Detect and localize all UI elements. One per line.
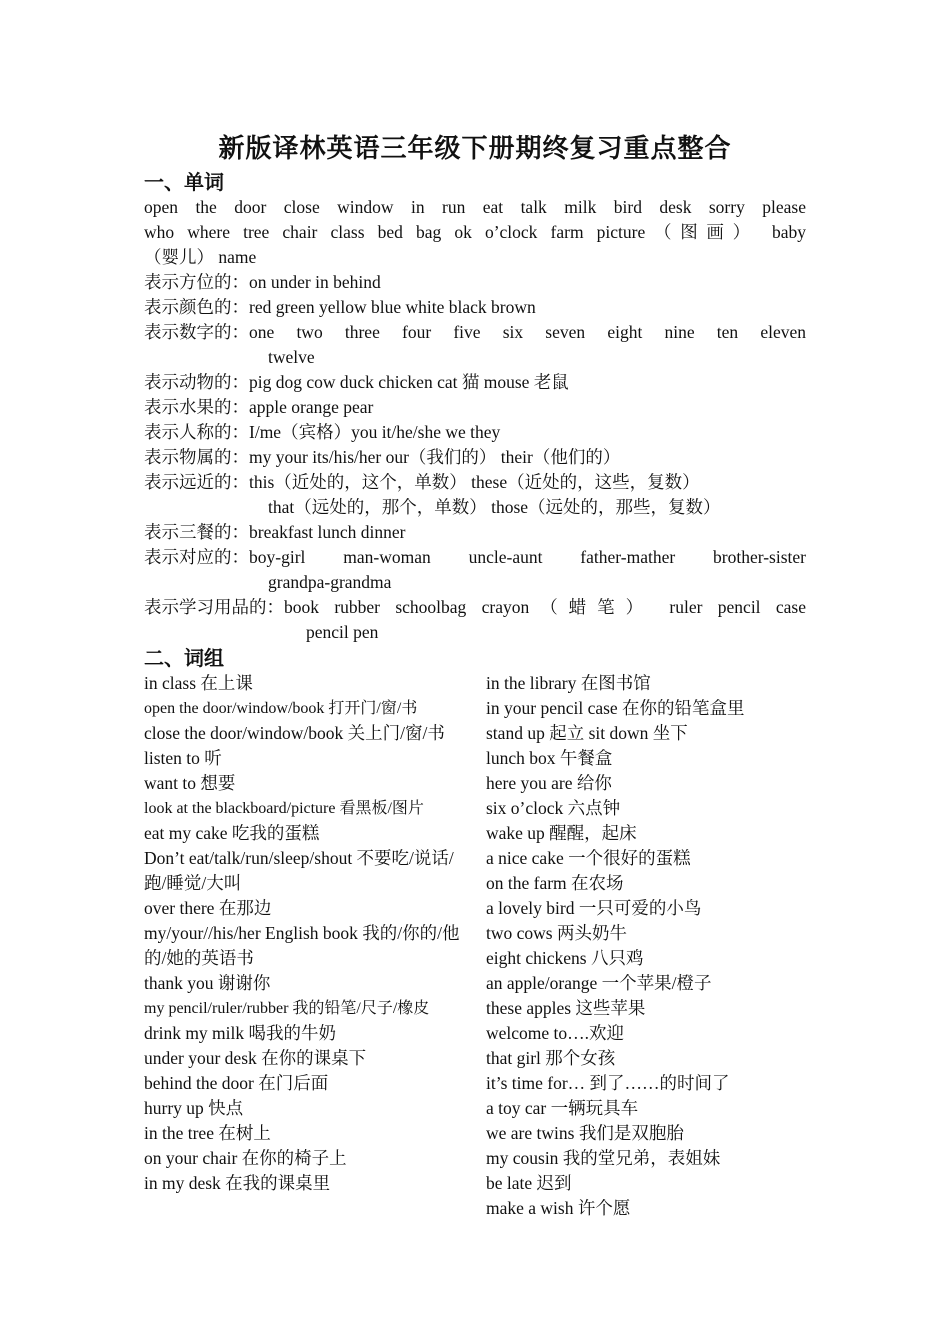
category-value: this（近处的，这个，单数） these（近处的，这些，复数） bbox=[249, 472, 700, 492]
phrase-item: these apples 这些苹果 bbox=[486, 998, 646, 1018]
category-value: pig dog cow duck chicken cat 猫 mouse 老鼠 bbox=[249, 372, 569, 392]
category-label: 表示学习用品的： bbox=[144, 597, 284, 617]
phrase-item: hurry up 快点 bbox=[144, 1098, 244, 1118]
phrase-item: in the tree 在树上 bbox=[144, 1123, 271, 1143]
phrase-item: six o’clock 六点钟 bbox=[486, 798, 621, 818]
phrase-item: a lovely bird 一只可爱的小鸟 bbox=[486, 898, 702, 918]
category-value: boy-girl man-woman uncle-aunt father-mather brother-sister bbox=[249, 547, 806, 567]
category-value: breakfast lunch dinner bbox=[249, 522, 406, 542]
phrase-item: behind the door 在门后面 bbox=[144, 1073, 329, 1093]
phrase-item: here you are 给你 bbox=[486, 773, 612, 793]
category-label: 表示数字的： bbox=[144, 322, 249, 342]
category-value-continued: that（远处的，那个，单数） those（远处的，那些，复数） bbox=[268, 497, 721, 517]
category-row bbox=[144, 270, 806, 295]
category-label: 表示对应的： bbox=[144, 547, 249, 567]
phrase-item: in my desk 在我的课桌里 bbox=[144, 1173, 331, 1193]
phrase-item: be late 迟到 bbox=[486, 1173, 572, 1193]
phrase-item: eight chickens 八只鸡 bbox=[486, 948, 644, 968]
word-list-line: open the door close window in run eat talk milk bird desk sorry please bbox=[144, 197, 806, 217]
category-value: on under in behind bbox=[249, 272, 381, 292]
section-phrases bbox=[144, 645, 806, 1221]
word-list-line: who where tree chair class bed bag ok o’clock farm picture（图画） baby bbox=[144, 222, 806, 242]
phrase-item: on your chair 在你的椅子上 bbox=[144, 1148, 347, 1168]
category-label: 表示人称的： bbox=[144, 422, 249, 442]
category-label: 表示水果的： bbox=[144, 397, 249, 417]
phrase-item: over there 在那边 bbox=[144, 898, 272, 918]
category-label: 表示三餐的： bbox=[144, 522, 249, 542]
phrase-item: look at the blackboard/picture 看黑板/图片 bbox=[144, 800, 424, 817]
document-title: 新版译林英语三年级下册期终复习重点整合 bbox=[218, 134, 732, 164]
phrase-item: listen to 听 bbox=[144, 748, 222, 768]
category-rows bbox=[144, 270, 806, 645]
category-row bbox=[144, 520, 806, 545]
phrase-item: eat my cake 吃我的蛋糕 bbox=[144, 823, 320, 843]
phrase-item: it’s time for… 到了……的时间了 bbox=[486, 1073, 730, 1093]
phrase-item: under your desk 在你的课桌下 bbox=[144, 1048, 367, 1068]
category-label: 表示物属的： bbox=[144, 447, 249, 467]
category-value: apple orange pear bbox=[249, 397, 374, 417]
category-row bbox=[144, 295, 806, 320]
phrase-item: an apple/orange 一个苹果/橙子 bbox=[486, 973, 712, 993]
category-value: book rubber schoolbag crayon（蜡笔） ruler pencil case bbox=[284, 597, 806, 617]
section-words bbox=[144, 169, 806, 645]
phrase-item: two cows 两头奶牛 bbox=[486, 923, 627, 943]
category-row bbox=[144, 445, 806, 470]
phrase-item: that girl 那个女孩 bbox=[486, 1048, 616, 1068]
phrase-item: a toy car 一辆玩具车 bbox=[486, 1098, 639, 1118]
phrase-item: on the farm 在农场 bbox=[486, 873, 624, 893]
category-value: my your its/his/her our（我们的） their（他们的） bbox=[249, 447, 621, 467]
phrase-item: stand up 起立 sit down 坐下 bbox=[486, 723, 688, 743]
category-row bbox=[144, 545, 806, 570]
phrase-item: drink my milk 喝我的牛奶 bbox=[144, 1023, 337, 1043]
category-row bbox=[144, 370, 806, 395]
word-list-line: （婴儿） name bbox=[144, 247, 257, 267]
category-row bbox=[144, 395, 806, 420]
phrase-column-left bbox=[144, 671, 460, 1221]
category-value: red green yellow blue white black brown bbox=[249, 297, 536, 317]
phrase-item: want to 想要 bbox=[144, 773, 236, 793]
phrase-item: open the door/window/book 打开门/窗/书 bbox=[144, 700, 418, 717]
phrase-item: my pencil/ruler/rubber 我的铅笔/尺子/橡皮 bbox=[144, 1000, 430, 1017]
category-label: 表示方位的： bbox=[144, 272, 249, 292]
category-row bbox=[144, 470, 806, 495]
category-value-continued: grandpa-grandma bbox=[268, 572, 392, 592]
phrase-item: we are twins 我们是双胞胎 bbox=[486, 1123, 684, 1143]
category-row bbox=[144, 595, 806, 620]
category-label: 表示颜色的： bbox=[144, 297, 249, 317]
phrase-item: a nice cake 一个很好的蛋糕 bbox=[486, 848, 691, 868]
category-row bbox=[144, 320, 806, 345]
category-value-continued: pencil pen bbox=[306, 622, 379, 642]
phrase-column-right bbox=[486, 671, 806, 1221]
phrase-item: in the library 在图书馆 bbox=[486, 673, 651, 693]
phrase-columns bbox=[144, 671, 806, 1221]
phrase-item: wake up 醒醒，起床 bbox=[486, 823, 637, 843]
category-value: I/me（宾格）you it/he/she we they bbox=[249, 422, 501, 442]
category-row bbox=[144, 420, 806, 445]
section-heading: 二、词组 bbox=[144, 646, 224, 670]
phrase-item: thank you 谢谢你 bbox=[144, 973, 271, 993]
category-value-continued: twelve bbox=[268, 347, 315, 367]
category-label: 表示动物的： bbox=[144, 372, 249, 392]
phrase-item: welcome to….欢迎 bbox=[486, 1023, 625, 1043]
category-label: 表示远近的： bbox=[144, 472, 249, 492]
phrase-item: close the door/window/book 关上门/窗/书 bbox=[144, 723, 445, 743]
phrase-item: make a wish 许个愿 bbox=[486, 1198, 631, 1218]
phrase-item: Don’t eat/talk/run/sleep/shout 不要吃/说话/跑/睡觉/大叫 bbox=[144, 848, 454, 893]
category-value: one two three four five six seven eight nine ten eleven bbox=[249, 322, 806, 342]
document-page bbox=[144, 128, 806, 1221]
phrase-item: lunch box 午餐盒 bbox=[486, 748, 613, 768]
section-heading: 一、单词 bbox=[144, 170, 224, 194]
phrase-item: my/your//his/her English book 我的/你的/他的/她的英语书 bbox=[144, 923, 460, 968]
phrase-item: my cousin 我的堂兄弟，表姐妹 bbox=[486, 1148, 721, 1168]
phrase-item: in your pencil case 在你的铅笔盒里 bbox=[486, 698, 745, 718]
phrase-item: in class 在上课 bbox=[144, 673, 253, 693]
